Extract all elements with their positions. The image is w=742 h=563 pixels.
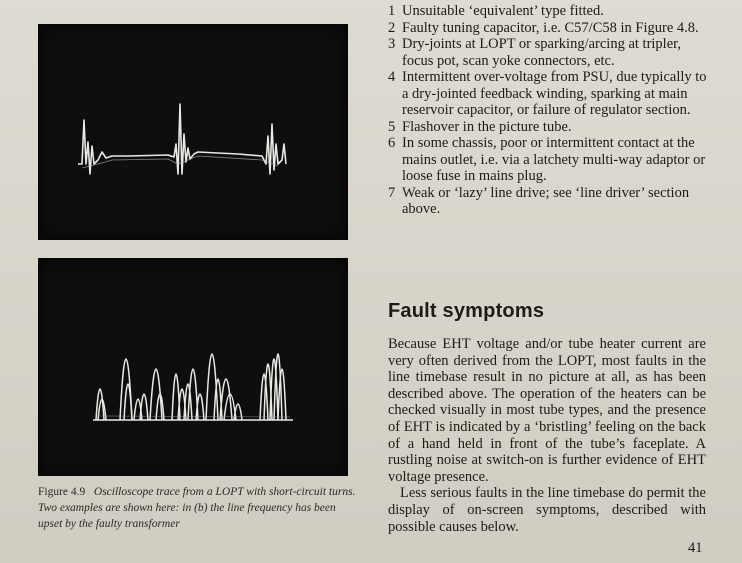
figure-caption-text: Oscilloscope trace from a LOPT with short-circuit turns. Two examples are shown here: in (b) the line frequency has been upset by the faulty transformer <box>38 486 356 530</box>
trace-b-graphic <box>38 258 348 476</box>
list-item: 3 Dry-joints at LOPT or sparking/arcing at tripler, focus pot, scan yoke connectors, etc. <box>388 36 682 69</box>
figure-label: Figure 4.9 <box>38 486 86 498</box>
list-item: 6 In some chassis, poor or intermittent contact at the mains outlet, i.e. via a latchety multi-way adaptor or loose fuse in mains plug. <box>388 135 706 184</box>
list-item: 5 Flashover in the picture tube. <box>388 118 572 135</box>
list-item: 4 Intermittent over-voltage from PSU, due typically to a dry-jointed feedback winding, sparking at main reservoir capacitor, or failure of regulator section. <box>388 69 707 118</box>
trace-a-graphic <box>38 24 348 240</box>
section-heading: Fault symptoms <box>388 300 545 322</box>
oscilloscope-trace-a <box>38 24 348 240</box>
causes-list <box>388 3 708 218</box>
paragraph: Less serious faults in the line timebase do permit the display of on-screen symptoms, described with possible causes below. <box>388 485 706 535</box>
list-item: 2 Faulty tuning capacitor, i.e. C57/C58 in Figure 4.8. <box>388 19 699 36</box>
figure-caption <box>38 484 358 532</box>
section-body <box>388 336 706 535</box>
list-item: 1 Unsuitable ‘equivalent’ type fitted. <box>388 3 604 19</box>
paragraph: Because EHT voltage and/or tube heater current are very often derived from the LOPT, most faults in the line timebase result in no picture at all, as has been described above. The operation of the heaters can be checked visually in most tube types, and the presence of EHT is indicated by a ‘bristling’ feeling on the back of a hand held in front of the tube’s faceplate. A rustling noise at switch-on is further evidence of EHT voltage presence. <box>388 336 706 485</box>
page-number: 41 <box>688 540 703 556</box>
list-item: 7 Weak or ‘lazy’ line drive; see ‘line driver’ section above. <box>388 184 690 217</box>
oscilloscope-trace-b <box>38 258 348 476</box>
